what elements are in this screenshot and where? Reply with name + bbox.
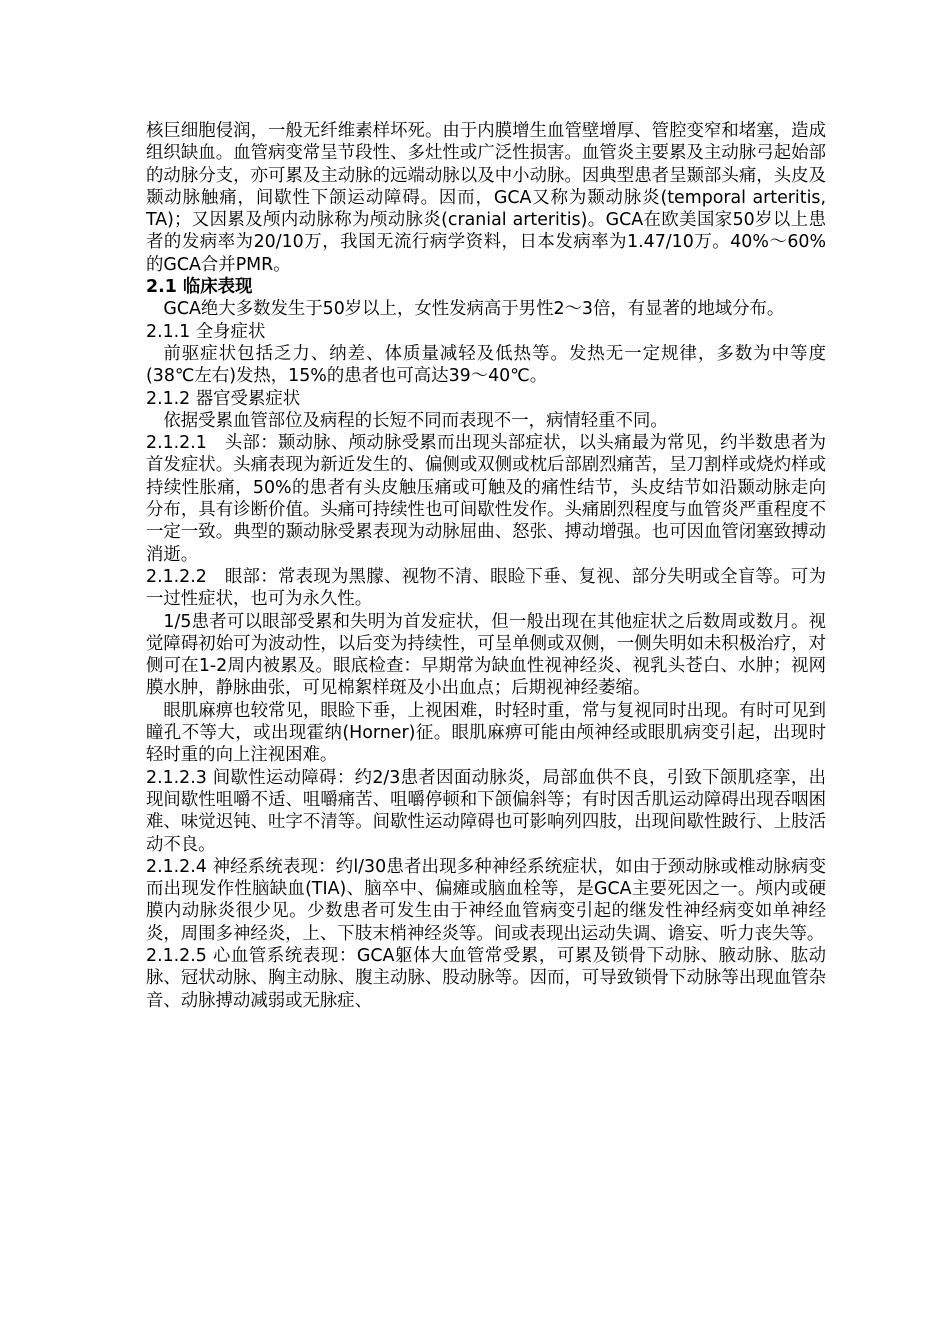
paragraph-eye: 2.1.2.2 眼部：常表现为黑朦、视物不清、眼睑下垂、复视、部分失明或全盲等。可为一过性症状，也可为永久性。 (146, 566, 826, 610)
paragraph-eye-muscle: 眼肌麻痹也较常见，眼睑下垂，上视困难，时轻时重，常与复视同时出现。有时可见到瞳孔不等大，或出现霍纳(Horner)征。眼肌麻痹可能由颅神经或眼肌病变引起，出现时轻时重的向上注视困难。 (146, 700, 826, 766)
paragraph-systemic: 前驱症状包括乏力、纳差、体质量减轻及低热等。发热无一定规律，多数为中等度(38℃左右)发热，15%的患者也可高达39～40℃。 (146, 343, 826, 387)
paragraph-neuro: 2.1.2.4 神经系统表现：约l/30患者出现多种神经系统症状，如由于颈动脉或椎动脉病变而出现发作性脑缺血(TIA)、脑卒中、偏瘫或脑血栓等，是GCA主要死因之一。颅内或硬膜内动脉炎很少见。少数患者可发生由于神经血管病变引起的继发性神经病变如单神经炎，周围多神经炎，上、下肢末梢神经炎等。间或表现出运动失调、谵妄、听力丧失等。 (146, 856, 826, 944)
paragraph-intro: GCA绝大多数发生于50岁以上，女性发病高于男性2～3倍，有显著的地域分布。 (163, 299, 785, 320)
section-heading-2-1: 2.1 临床表现 (146, 277, 253, 298)
paragraph-vision: 1/5患者可以眼部受累和失明为首发症状，但一般出现在其他症状之后数周或数月。视觉障碍初始可为波动性，以后变为持续性，可呈单侧或双侧，一侧失明如未积极治疗，对侧可在1-2周内被累及。眼底检查：早期常为缺血性视神经炎、视乳头苍白、水肿；视网膜水肿，静脉曲张，可见棉絮样斑及小出血点；后期视神经萎缩。 (146, 611, 826, 699)
paragraph-continued: 核巨细胞侵润，一般无纤维素样坏死。由于内膜增生血管壁增厚、管腔变窄和堵塞，造成组织缺血。血管病变常呈节段性、多灶性或广泛性损害。血管炎主要累及主动脉弓起始部的动脉分支，亦可累及主动脉的远端动脉以及中小动脉。因典型患者呈颞部头痛，头皮及颞动脉触痛，间歇性下颌运动障碍。因而，GCA又称为颞动脉炎(temporal arteritis, TA)；又因累及颅内动脉称为颅动脉炎(cranial arteritis)。GCA在欧美国家50岁以上患者的发病率为20/10万，我国无流行病学资料，日本发病率为1.47/10万。40%～60%的GCA合并PMR。 (146, 121, 826, 275)
paragraph-motor: 2.1.2.3 间歇性运动障碍：约2/3患者因面动脉炎，局部血供不良，引致下颌肌痉挛，出现间歇性咀嚼不适、咀嚼痛苦、咀嚼停顿和下颌偏斜等；有时因舌肌运动障碍出现吞咽困难、味觉迟钝、吐字不清等。间歇性运动障碍也可影响列四肢，出现间歇性跛行、上肢活动不良。 (146, 767, 826, 855)
subsection-heading-2-1-2: 2.1.2 器官受累症状 (146, 388, 301, 409)
body-text (146, 120, 826, 1012)
subsection-heading-2-1-1: 2.1.1 全身症状 (146, 321, 266, 342)
paragraph-organ-intro: 依据受累血管部位及病程的长短不同而表现不一，病情轻重不同。 (163, 410, 668, 431)
paragraph-head: 2.1.2.1 头部：颞动脉、颅动脉受累而出现头部症状，以头痛最为常见，约半数患者为首发症状。头痛表现为新近发生的、偏侧或双侧或枕后部剧烈痛苦，呈刀割样或烧灼样或持续性胀痛，50%的患者有头皮触压痛或可触及的痛性结节，头皮结节如沿颞动脉走向分布，具有诊断价值。头痛可持续性也可间歇性发作。头痛剧烈程度与血管炎严重程度不一定一致。典型的颞动脉受累表现为动脉屈曲、怒张、搏动增强。也可因血管闭塞致搏动消逝。 (146, 433, 826, 565)
paragraph-cardio: 2.1.2.5 心血管系统表现：GCA躯体大血管常受累，可累及锁骨下动脉、腋动脉、肱动脉、冠状动脉、胸主动脉、腹主动脉、股动脉等。因而，可导致锁骨下动脉等出现血管杂音、动脉搏动减弱或无脉症、 (146, 945, 826, 1011)
